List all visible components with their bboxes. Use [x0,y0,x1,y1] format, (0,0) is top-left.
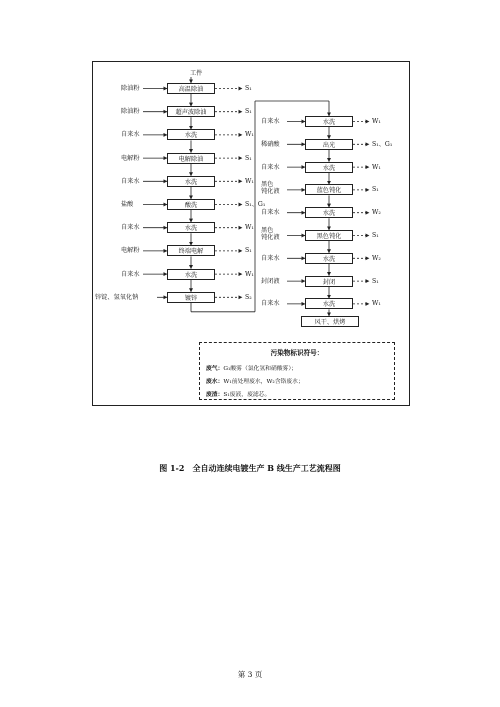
right-process-box: 水洗 [305,207,353,218]
right-output-label: W₁ [372,118,381,125]
left-output-label: S₁ [245,154,252,162]
left-output-label: W₁ [245,177,254,185]
left-output-label: W₁ [245,270,254,278]
right-input-label: 自来水 [261,254,280,262]
right-process-box: 水洗 [305,253,353,264]
left-output-label: S₁ [245,85,252,92]
left-input-label: 电解粉 [121,154,140,162]
left-output-label: S₁ [245,108,252,116]
right-input-label: 黑色 钝化液 [261,181,280,196]
right-input-label: 自来水 [261,300,280,308]
left-process-box: 终端电解 [167,245,215,256]
left-process-box: 超声波除油 [167,106,215,117]
right-process-box: 水洗 [305,116,353,127]
left-process-box: 水洗 [167,176,215,187]
right-process-box: 水洗 [305,162,353,173]
left-process-box: 水洗 [167,269,215,280]
left-input-label: 除油粉 [121,108,140,116]
left-input-label: 自来水 [121,270,140,278]
left-input-label: 除油粉 [121,85,140,92]
right-output-label: W₁ [372,300,381,308]
right-output-label: S₁ [372,277,379,285]
right-output-label: S₁、G₁ [372,140,393,148]
left-output-label: S₁ [245,247,252,255]
right-process-box: 黑色钝化 [305,230,353,241]
legend-solid-text: S₁废液，废滤芯。 [223,392,271,398]
left-input-label: 盐酸 [121,201,134,208]
legend-gas-text: G₁酸雾（氯化氢和硝酸雾）； [223,366,298,372]
left-input-label: 自来水 [121,224,140,232]
right-input-label: 封闭液 [261,277,280,285]
right-input-label: 自来水 [261,209,280,217]
right-output-label: S₁ [372,232,379,239]
legend-solid-row [206,389,270,398]
right-input-label: 自来水 [261,163,280,171]
legend-solid-label: 废渣： [206,392,224,398]
workpiece-label: 工件 [190,70,203,77]
figure-caption: 图 1-2 全自动连续电镀生产 B 线生产工艺流程图 [159,463,341,473]
right-process-box: 蓝色钝化 [305,184,353,195]
legend-gas-row [206,363,297,372]
legend-gas-label: 废气： [206,366,224,372]
left-process-box: 水洗 [167,129,215,140]
left-process-box: 电解除油 [167,153,215,164]
left-process-box: 酸洗 [167,199,215,210]
right-output-label: W₂ [372,254,381,262]
legend-water-label: 废水： [206,379,224,385]
left-output-label: W₁ [245,131,254,139]
left-output-label: S₁、G₁ [245,201,266,208]
right-input-label: 自来水 [261,118,280,125]
left-input-label: 自来水 [121,177,140,185]
left-process-box: 水洗 [167,222,215,233]
right-output-label: S₁ [372,186,379,194]
right-output-label: W₁ [372,163,381,171]
left-process-box: 镀锌 [167,292,215,303]
left-input-label: 自来水 [121,131,140,139]
left-input-label: 锌锭、氢氧化钠 [95,293,139,301]
legend-water-row [206,376,304,385]
legend-box [199,342,395,400]
right-process-box: 封闭 [305,276,353,287]
right-input-label: 黑色 钝化液 [261,227,280,241]
legend-title: 污染物标识符号： [270,349,324,357]
right-process-box: 水洗 [305,298,353,309]
right-input-label: 稀硝酸 [261,140,280,148]
left-process-box: 高温除油 [167,83,215,94]
left-input-label: 电解粉 [121,247,140,255]
legend-water-text: W₁前处理废水，W₂含铬废水； [223,379,304,385]
final-step-box: 风干、烘烤 [301,316,359,327]
page-number: 第 3 页 [237,670,263,679]
right-output-label: W₂ [372,209,381,217]
left-output-label: W₁ [245,224,254,232]
right-process-box: 出光 [305,139,353,150]
left-output-label: S₂ [245,293,252,301]
